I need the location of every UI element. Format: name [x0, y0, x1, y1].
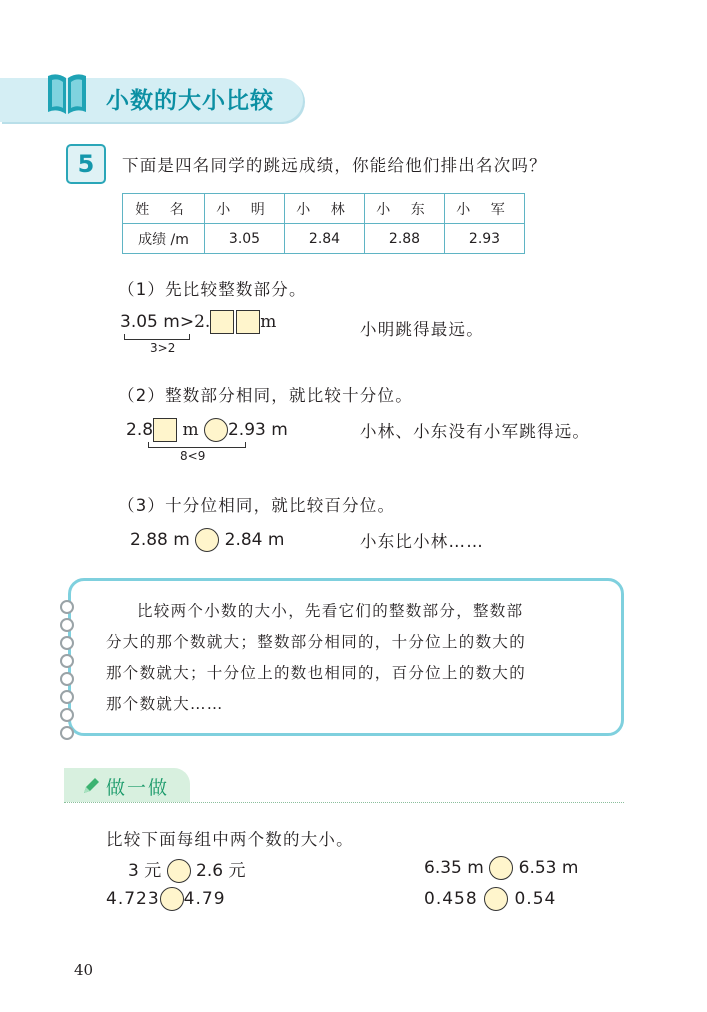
table-cell: 2.84 — [285, 224, 365, 254]
compare-circle[interactable] — [204, 418, 228, 442]
practice-item — [128, 856, 246, 883]
summary-line: 比较两个小数的大小，先看它们的整数部分，整数部 — [137, 602, 524, 620]
book-icon — [46, 70, 88, 116]
summary-line: 那个数就大…… — [106, 695, 224, 713]
table-header-cell: 姓 名 — [123, 194, 205, 224]
scores-table — [122, 193, 525, 254]
notebook-rings — [60, 600, 74, 740]
table-header-cell: 小 明 — [205, 194, 285, 224]
table-row-label: 成绩 /m — [123, 224, 205, 254]
compare-circle[interactable] — [484, 887, 508, 911]
ring-icon — [60, 672, 74, 686]
step2-right: 2.93 m — [227, 420, 288, 440]
ring-icon — [60, 708, 74, 722]
step3-conclusion: 小东比小林…… — [360, 532, 484, 551]
example-number: 5 — [66, 144, 106, 184]
step3-expression — [130, 528, 284, 552]
step1-expression — [120, 310, 276, 334]
table-cell: 2.93 — [445, 224, 525, 254]
practice-instruction: 比较下面每组中两个数的大小。 — [106, 830, 354, 849]
blank-box[interactable] — [236, 310, 260, 334]
compare-circle[interactable] — [160, 887, 184, 911]
compare-circle[interactable] — [195, 528, 219, 552]
summary-text — [106, 596, 600, 720]
step3-right: 2.84 m — [224, 530, 285, 550]
practice-right: 2.6 元 — [196, 861, 246, 881]
practice-right: 4.79 — [183, 889, 226, 909]
blank-box[interactable] — [210, 310, 234, 334]
practice-item — [424, 887, 556, 911]
pencil-icon — [80, 775, 102, 797]
practice-left: 0.458 — [424, 889, 478, 909]
page-number: 40 — [74, 961, 94, 979]
practice-left: 6.35 m — [424, 858, 484, 878]
table-header-cell: 小 东 — [365, 194, 445, 224]
blank-box[interactable] — [153, 418, 177, 442]
practice-item — [106, 887, 226, 911]
practice-title: 做一做 — [106, 777, 170, 799]
bracket-mark — [148, 442, 246, 448]
table-row — [123, 224, 525, 254]
step1-note: 3>2 — [150, 341, 176, 355]
table-cell: 2.88 — [365, 224, 445, 254]
summary-line: 那个数就大；十分位上的数也相同的，百分位上的数大的 — [106, 664, 527, 682]
divider — [64, 802, 624, 803]
step2-title: （2）整数部分相同，就比较十分位。 — [118, 386, 413, 405]
practice-left: 3 元 — [128, 861, 162, 881]
practice-left: 4.723 — [106, 889, 160, 909]
table-header-cell: 小 林 — [285, 194, 365, 224]
ring-icon — [60, 690, 74, 704]
ring-icon — [60, 726, 74, 740]
ring-icon — [60, 636, 74, 650]
step1-right-prefix: 2. — [194, 312, 211, 332]
compare-circle[interactable] — [489, 856, 513, 880]
table-cell: 3.05 — [205, 224, 285, 254]
step1-unit: m — [260, 312, 277, 332]
ring-icon — [60, 600, 74, 614]
ring-icon — [60, 618, 74, 632]
compare-circle[interactable] — [167, 859, 191, 883]
section-title: 小数的大小比较 — [106, 88, 274, 114]
step2-note: 8<9 — [180, 449, 206, 463]
step3-title: （3）十分位相同，就比较百分位。 — [118, 496, 396, 515]
table-header-cell: 小 军 — [445, 194, 525, 224]
bracket-mark — [124, 334, 190, 340]
step3-left: 2.88 m — [130, 530, 190, 550]
example-question: 下面是四名同学的跳远成绩，你能给他们排出名次吗？ — [122, 156, 547, 175]
step2-conclusion: 小林、小东没有小军跳得远。 — [360, 422, 591, 441]
practice-item — [424, 856, 578, 880]
step2-left-unit: m — [182, 420, 199, 440]
step1-title: （1）先比较整数部分。 — [118, 280, 307, 299]
practice-right: 6.53 m — [518, 858, 579, 878]
practice-right: 0.54 — [514, 889, 557, 909]
step1-conclusion: 小明跳得最远。 — [360, 320, 484, 339]
step2-left: 2.8 — [126, 420, 154, 440]
ring-icon — [60, 654, 74, 668]
step1-left: 3.05 m> — [120, 312, 195, 332]
table-row — [123, 194, 525, 224]
step2-expression — [126, 418, 288, 442]
summary-line: 分大的那个数就大；整数部分相同的，十分位上的数大的 — [106, 633, 527, 651]
